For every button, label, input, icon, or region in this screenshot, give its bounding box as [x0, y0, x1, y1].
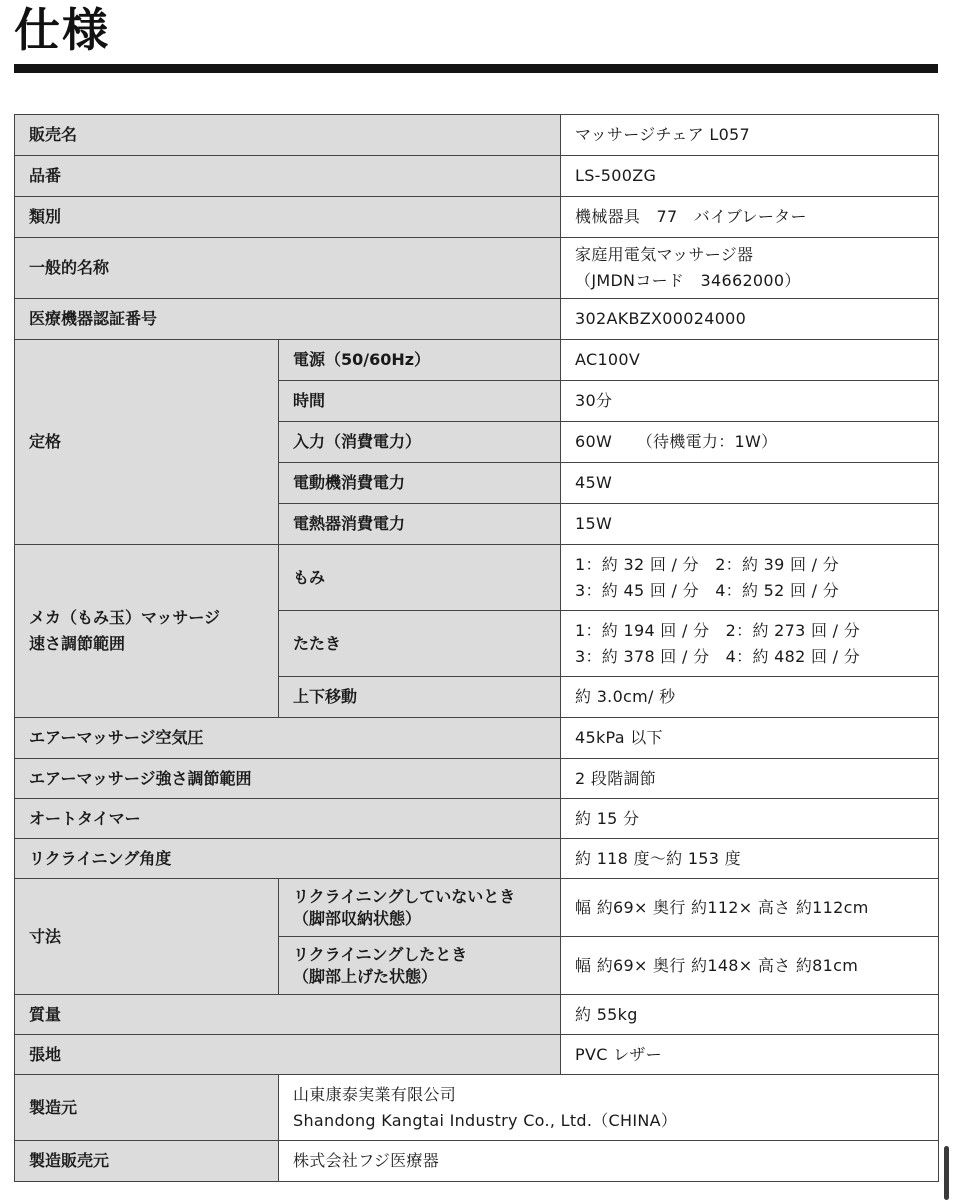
updown-value: 約 3.0cm/ 秒 — [561, 677, 939, 718]
certification-label: 医療機器認証番号 — [15, 299, 561, 340]
reclined-label-line1: リクライニングしたとき — [293, 944, 468, 964]
auto-timer-value: 約 15 分 — [561, 799, 939, 839]
title-divider — [14, 64, 938, 73]
not-reclined-label — [279, 879, 561, 937]
not-reclined-label-line1: リクライニングしていないとき — [293, 886, 516, 906]
table-row-recline-angle — [15, 839, 939, 879]
air-pressure-label: エアーマッサージ空気圧 — [15, 718, 561, 759]
rating-sub-label: 時間 — [279, 381, 561, 422]
rating-sub-label: 電熱器消費電力 — [279, 504, 561, 545]
momi-value-line2: 3：約 45 回 / 分 4：約 52 回 / 分 — [575, 580, 840, 600]
table-row-upholstery — [15, 1035, 939, 1075]
reclined-label-line2: （脚部上げた状態） — [293, 966, 438, 986]
upholstery-value: PVC レザー — [561, 1035, 939, 1075]
rating-sub-value: 60W （待機電力：1W） — [561, 422, 939, 463]
manufacturer-value-line1: 山東康泰実業有限公司 — [293, 1084, 457, 1104]
rating-label: 定格 — [15, 340, 279, 545]
air-strength-label: エアーマッサージ強さ調節範囲 — [15, 759, 561, 799]
not-reclined-label-line2: （脚部収納状態） — [293, 908, 422, 928]
distributor-value: 株式会社フジ医療器 — [279, 1141, 939, 1182]
table-row-dimensions-not-reclined — [15, 879, 939, 937]
reclined-value: 幅 約69× 奥行 約148× 高さ 約81cm — [561, 937, 939, 995]
rating-sub-value: 45W — [561, 463, 939, 504]
table-row-general-name — [15, 238, 939, 299]
table-row-mecha-momi — [15, 545, 939, 611]
rating-sub-value: 30分 — [561, 381, 939, 422]
model-number-value: LS-500ZG — [561, 156, 939, 197]
mecha-label — [15, 545, 279, 718]
spec-table — [14, 114, 939, 1182]
momi-value — [561, 545, 939, 611]
recline-angle-label: リクライニング角度 — [15, 839, 561, 879]
table-row-weight — [15, 995, 939, 1035]
general-name-value-line2: （JMDNコード 34662000） — [575, 271, 801, 290]
auto-timer-label: オートタイマー — [15, 799, 561, 839]
mecha-label-line2: 速さ調節範囲 — [29, 634, 126, 653]
model-number-label: 品番 — [15, 156, 561, 197]
weight-label: 質量 — [15, 995, 561, 1035]
tataki-value-line2: 3：約 378 回 / 分 4：約 482 回 / 分 — [575, 646, 861, 666]
table-row-manufacturer — [15, 1075, 939, 1141]
category-value: 機械器具 77 バイブレーター — [561, 197, 939, 238]
table-row-rating — [15, 340, 939, 381]
rating-sub-value: 15W — [561, 504, 939, 545]
general-name-value-line1: 家庭用電気マッサージ器 — [575, 245, 754, 264]
updown-label: 上下移動 — [279, 677, 561, 718]
table-row-auto-timer — [15, 799, 939, 839]
momi-label: もみ — [279, 545, 561, 611]
momi-value-line1: 1：約 32 回 / 分 2：約 39 回 / 分 — [575, 554, 840, 574]
manufacturer-value-line2: Shandong Kangtai Industry Co., Ltd.（CHINA） — [293, 1110, 678, 1130]
recline-angle-value: 約 118 度〜約 153 度 — [561, 839, 939, 879]
scrollbar-thumb[interactable] — [944, 1146, 949, 1200]
upholstery-label: 張地 — [15, 1035, 561, 1075]
tataki-value-line1: 1：約 194 回 / 分 2：約 273 回 / 分 — [575, 620, 861, 640]
sales-name-value: マッサージチェア L057 — [561, 115, 939, 156]
manufacturer-value — [279, 1075, 939, 1141]
reclined-label — [279, 937, 561, 995]
distributor-label: 製造販売元 — [15, 1141, 279, 1182]
not-reclined-value: 幅 約69× 奥行 約112× 高さ 約112cm — [561, 879, 939, 937]
manufacturer-label: 製造元 — [15, 1075, 279, 1141]
table-row-model-number — [15, 156, 939, 197]
table-row-certification — [15, 299, 939, 340]
table-row-air-strength — [15, 759, 939, 799]
sales-name-label: 販売名 — [15, 115, 561, 156]
general-name-label: 一般的名称 — [15, 238, 561, 299]
rating-sub-label: 電源（50/60Hz） — [279, 340, 561, 381]
certification-value: 302AKBZX00024000 — [561, 299, 939, 340]
category-label: 類別 — [15, 197, 561, 238]
general-name-value — [561, 238, 939, 299]
mecha-label-line1: メカ（もみ玉）マッサージ — [29, 608, 221, 627]
rating-sub-label: 入力（消費電力） — [279, 422, 561, 463]
dimensions-label: 寸法 — [15, 879, 279, 995]
page-title: 仕様 — [14, 3, 110, 57]
table-row-sales-name — [15, 115, 939, 156]
rating-sub-label: 電動機消費電力 — [279, 463, 561, 504]
air-strength-value: 2 段階調節 — [561, 759, 939, 799]
table-row-distributor — [15, 1141, 939, 1182]
rating-sub-value: AC100V — [561, 340, 939, 381]
table-row-air-pressure — [15, 718, 939, 759]
table-row-category — [15, 197, 939, 238]
tataki-label: たたき — [279, 611, 561, 677]
air-pressure-value: 45kPa 以下 — [561, 718, 939, 759]
weight-value: 約 55kg — [561, 995, 939, 1035]
tataki-value — [561, 611, 939, 677]
